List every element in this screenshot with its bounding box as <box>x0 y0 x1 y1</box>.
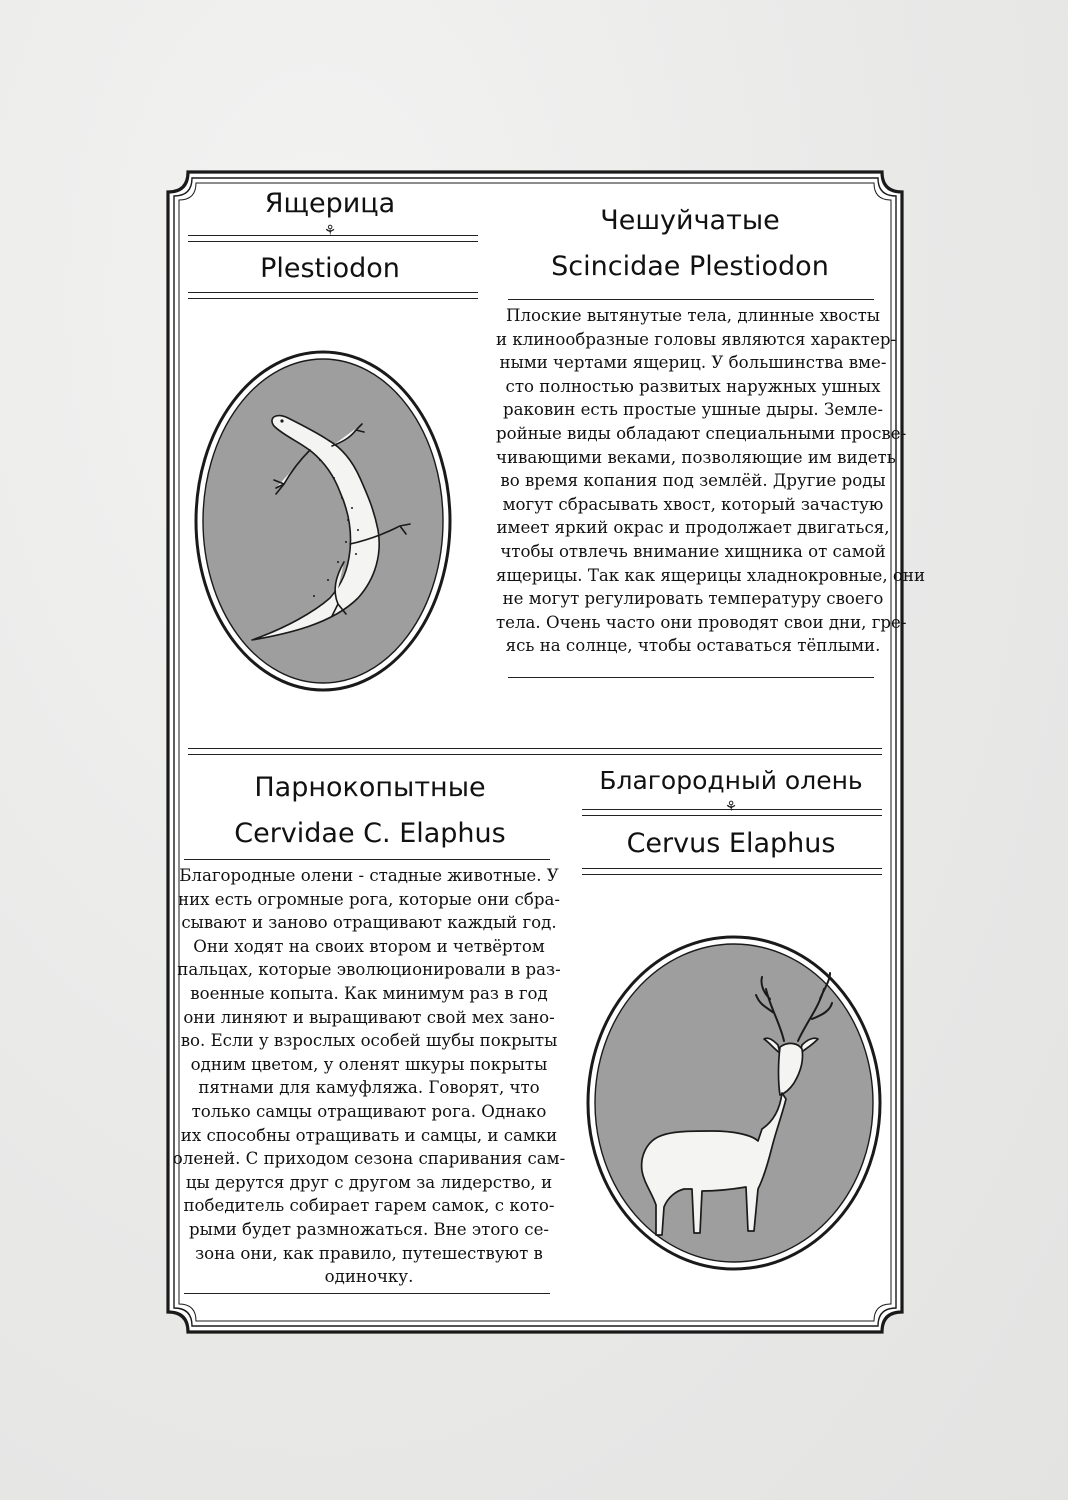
text-line: них есть огромные рога, которые они сбра- <box>178 889 560 909</box>
text-line: пятнами для камуфляжа. Говорят, что <box>198 1078 540 1098</box>
text-line: ройные виды обладают специальными просве- <box>496 423 907 443</box>
text-line: Благородные олени - стадные животные. У <box>179 866 559 885</box>
text-line: Плоские вытянутые тела, длинные хвосты <box>506 306 880 325</box>
text-line: сто полностью развитых наружных ушных <box>505 376 881 396</box>
divider-rule <box>582 809 882 816</box>
fleuron-icon: ⚘ <box>323 223 337 239</box>
text-line: оленей. С приходом сезона спаривания сам- <box>172 1149 566 1169</box>
deer-name-ru: Благородный олень <box>599 766 863 795</box>
divider-rule <box>188 235 478 242</box>
text-line: пальцах, которые эволюционировали в раз- <box>177 960 561 980</box>
text-line: цы дерутся друг с другом за лидерство, и <box>185 1172 553 1192</box>
lizard-name-latin: Plestiodon <box>260 253 400 284</box>
deer-illustration-icon <box>584 933 884 1273</box>
text-line: военные копыта. Как минимум раз в год <box>190 983 548 1003</box>
text-line: ясь на солнце, чтобы оставаться тёплыми. <box>505 636 881 656</box>
text-line: и клинообразные головы являются характер- <box>496 329 897 349</box>
paragraph-rule-top <box>184 859 550 860</box>
text-line: они линяют и выращивают свой мех зано- <box>183 1007 555 1027</box>
text-line: во время копания под землёй. Другие роды <box>500 471 886 491</box>
text-line: только самцы отращивают рога. Однако <box>191 1101 547 1121</box>
paragraph-rule-top <box>508 299 874 300</box>
text-line: Они ходят на своих втором и четвёртом <box>193 936 545 956</box>
text-line: чтобы отвлечь внимание хищника от самой <box>500 541 886 561</box>
deer-name-latin: Cervus Elaphus <box>626 828 836 859</box>
text-line: тела. Очень часто они проводят свои дни, гре- <box>496 612 907 632</box>
text-line: не могут регулировать температуру своего <box>502 589 884 609</box>
deer-family-ru: Парнокопытные <box>254 772 486 803</box>
text-line: во. Если у взрослых особей шубы покрыты <box>180 1031 558 1051</box>
section-divider <box>188 748 882 755</box>
fleuron-icon: ⚘ <box>724 799 738 815</box>
text-line: раковин есть простые ушные дыры. Земле- <box>502 400 884 420</box>
paragraph-rule-bottom <box>508 677 874 678</box>
paragraph-rule-bottom <box>184 1293 550 1294</box>
text-line: могут сбрасывать хвост, который зачастую <box>502 494 884 514</box>
text-line: имеет яркий окрас и продолжает двигаться, <box>496 518 890 538</box>
lizard-description <box>496 304 926 658</box>
text-line: ящерицы. Так как ящерицы хладнокровные, они <box>496 565 926 585</box>
text-line: одним цветом, у оленят шкуры покрыты <box>190 1054 548 1074</box>
lizard-family-latin: Scincidae Plestiodon <box>551 251 829 282</box>
text-line: их способны отращивать и самцы, и самки <box>180 1125 558 1145</box>
text-line: победитель собирает гарем самок, с кото- <box>183 1196 555 1216</box>
text-line: зона они, как правило, путешествуют в <box>195 1243 543 1263</box>
deer-family-latin: Cervidae C. Elaphus <box>234 818 506 849</box>
text-line: ными чертами ящериц. У большинства вме- <box>499 353 887 373</box>
lizard-illustration-icon <box>192 348 454 694</box>
lizard-name-ru: Ящерица <box>264 188 396 219</box>
lizard-family-ru: Чешуйчатые <box>600 205 780 236</box>
deer-description <box>172 864 566 1289</box>
divider-rule <box>582 868 882 875</box>
text-line: одиночку. <box>324 1267 414 1287</box>
text-line: сывают и заново отращивают каждый год. <box>181 913 557 933</box>
text-line: рыми будет размножаться. Вне этого се- <box>188 1219 549 1239</box>
text-line: чивающими веками, позволяющие им видеть <box>496 447 896 467</box>
divider-rule <box>188 292 478 299</box>
